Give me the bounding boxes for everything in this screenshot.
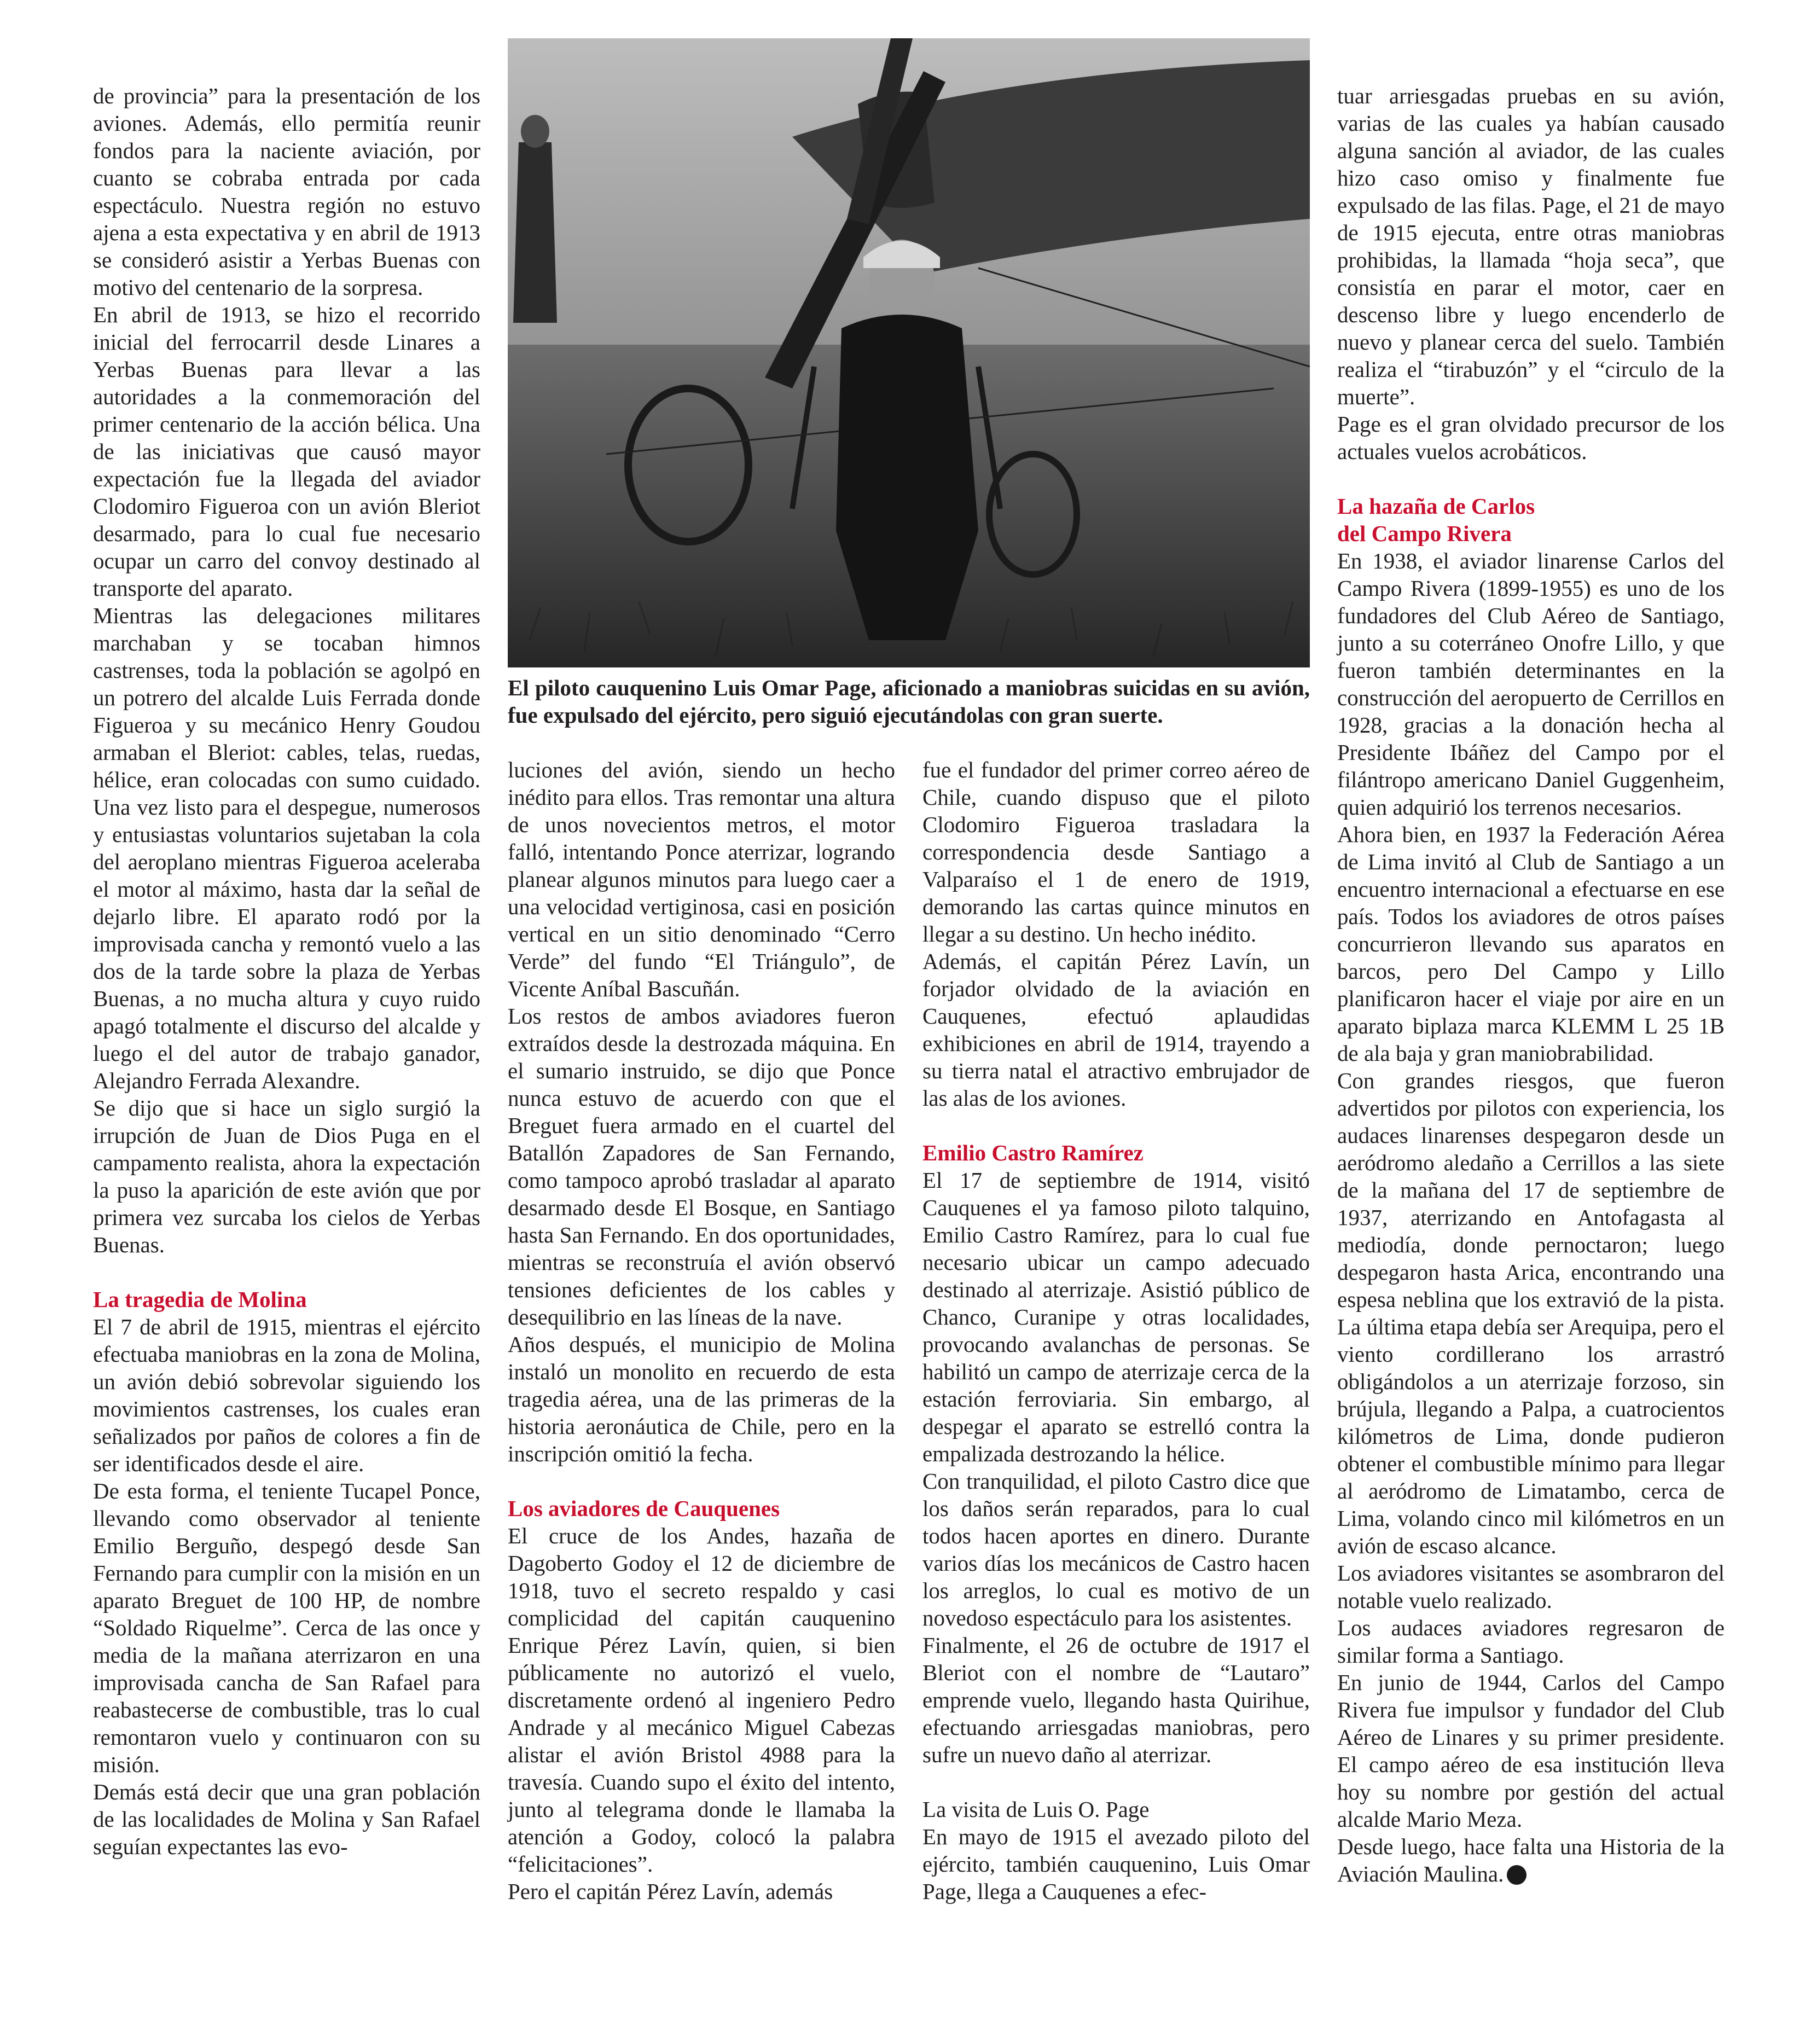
paragraph: tuar arriesgadas pruebas en su avión, varias de las cuales ya habían causado alguna sanción al aviador, de las cuales hizo caso omiso y finalmente fue expulsado de las filas. Page, el 21 de mayo de 1915 ejecuta, entre otras maniobras prohibidas, la llamada “hoja seca”, que consistía en parar el motor, caer en descenso libre y luego encenderlo de nuevo y planear cerca del suelo. También realiza el “tirabuzón” y el “circulo de la muerte”. <box>1337 83 1725 409</box>
paragraph: Con tranquilidad, el piloto Castro dice que los daños serán reparados, para lo cual todos hacen aportes en dinero. Durante varios días los mecánicos de Castro hacen los arreglos, lo cual es motivo de un novedoso espectáculo para los asistentes. <box>922 1468 1310 1630</box>
article-column-2 <box>508 756 895 1905</box>
paragraph: Años después, el municipio de Molina instaló un monolito en recuerdo de esta tragedia aérea, una de las primeras de la historia aeronáutica de Chile, pero en la inscripción omitió la fecha. <box>508 1332 895 1466</box>
paragraph: Además, el capitán Pérez Lavín, un forjador olvidado de la aviación en Cauquenes, efectuó aplaudidas exhibiciones en abril de 1914, trayendo a su tierra natal el atractivo embrujador de las alas de los aviones. <box>922 949 1310 1111</box>
paragraph: En mayo de 1915 el avezado piloto del ejército, también cauquenino, Luis Omar Page, llega a Cauquenes a efec- <box>922 1824 1310 1904</box>
subheading-page-visit: La visita de Luis O. Page <box>922 1797 1150 1822</box>
paragraph: En junio de 1944, Carlos del Campo Rivera fue impulsor y fundador del Club Aéreo de Linares y su primer presidente. El campo aéreo de esa institución lleva hoy su nombre por gestión del actual alcalde Mario Meza. <box>1337 1670 1725 1832</box>
paragraph: Los aviadores visitantes se asombraron del notable vuelo realizado. <box>1337 1560 1725 1613</box>
paragraph: de provincia” para la presentación de los aviones. Además, ello permitía reunir fondos para la naciente aviación, por cuanto se cobraba entrada por cada espectáculo. Nuestra región no estuvo ajena a esta expectativa y en abril de 1913 se consideró asistir a Yerbas Buenas con motivo del centenario de la sorpresa. <box>93 83 480 300</box>
section-heading-del-campo-line-1: La hazaña de Carlos <box>1337 493 1535 519</box>
article-column-4 <box>1337 82 1725 1888</box>
paragraph: De esta forma, el teniente Tucapel Ponce, llevando como observador al teniente Emilio Berguño, despegó desde San Fernando para cumplir con la misión en un aparato Breguet de 100 HP, de nombre “Soldado Riquelme”. Cerca de las once y media de la mañana aterrizaron en una improvisada cancha de San Rafael para reabastecerse de combustible, tras lo cual remontaron vuelo y continuaron con su misión. <box>93 1478 480 1777</box>
paragraph: Se dijo que si hace un siglo surgió la irrupción de Juan de Dios Puga en el campamento realista, ahora la expectación la puso la aparición de este avión que por primera vez surcaba los cielos de Yerbas Buenas. <box>93 1095 480 1257</box>
photo-caption: El piloto cauquenino Luis Omar Page, aficionado a maniobras suicidas en su avión, fue expulsado del ejército, pero siguió ejecutándolas con gran suerte. <box>508 675 1310 728</box>
paragraph: Finalmente, el 26 de octubre de 1917 el Bleriot con el nombre de “Lautaro” emprende vuelo, llegando hasta Quirihue, efectuando arriesgadas maniobras, pero sufre un nuevo daño al aterrizar. <box>922 1633 1310 1767</box>
section-heading-castro: Emilio Castro Ramírez <box>922 1140 1144 1165</box>
paragraph: Los restos de ambos aviadores fueron extraídos desde la destrozada máquina. En el sumario instruido, se dijo que Ponce nunca estuvo de acuerdo con que el Breguet fuera armado en el cuartel del Batallón Zapadores de San Fernando, como tampoco aprobó trasladar al aparato desarmado desde El Bosque, en Santiago hasta San Fernando. En dos oportunidades, mientras se reconstruía el avión observó tensiones deficientes de los cables y desequilibrio en las líneas de la nave. <box>508 1003 895 1329</box>
paragraph: En abril de 1913, se hizo el recorrido inicial del ferrocarril desde Linares a Yerbas Buenas para llevar a las autoridades a la conmemoración del primer centenario de la acción bélica. Una de las iniciativas que causó mayor expectación fue la llegada del aviador Clodomiro Figueroa con un avión Bleriot desarmado, para lo cual fue necesario ocupar un carro del convoy destinado al transporte del aparato. <box>93 302 480 601</box>
paragraph: fue el fundador del primer correo aéreo de Chile, cuando dispuso que el piloto Clodomiro Figueroa trasladara la correspondencia desde Santiago a Valparaíso el 1 de enero de 1919, demorando las cartas quince minutos en llegar a su destino. Un hecho inédito. <box>922 757 1310 946</box>
paragraph: El cruce de los Andes, hazaña de Dagoberto Godoy el 12 de diciembre de 1918, tuvo el secreto respaldo y casi complicidad del capitán cauquenino Enrique Pérez Lavín, quien, si bien públicamente no autorizó el vuelo, discretamente ordenó al ingeniero Pedro Andrade y al mecánico Miguel Cabezas alistar el avión Bristol 4988 para la travesía. Cuando supo el éxito del intento, junto al telegrama donde le llamaba la atención a Godoy, colocó la palabra “felicitaciones”. <box>508 1523 895 1877</box>
section-heading-del-campo-line-2: del Campo Rivera <box>1337 521 1512 546</box>
paragraph-final <box>1337 1833 1725 1888</box>
paragraph: Demás está decir que una gran población de las localidades de Molina y San Rafael seguían expectantes las evo- <box>93 1779 480 1859</box>
paragraph: En 1938, el aviador linarense Carlos del Campo Rivera (1899-1955) es uno de los fundadores del Club Aéreo de Santiago, junto a su coterráneo Onofre Lillo, y que fueron también determinantes en la construcción del aeropuerto de Cerrillos en 1928, gracias a la donación hecha al Presidente Ibáñez del Campo por el filántropo americano Daniel Guggenheim, quien adquirió los terrenos necesarios. <box>1337 548 1725 820</box>
section-heading-molina: La tragedia de Molina <box>93 1287 307 1312</box>
paragraph: luciones del avión, siendo un hecho inédito para ellos. Tras remontar una altura de unos novecientos metros, el motor falló, intentando Ponce aterrizar, logrando planear algunos minutos para luego caer a una velocidad vertiginosa, casi en posición vertical en un sitio denominado “Cerro Verde” del fundo “El Triángulo”, de Vicente Aníbal Bascuñán. <box>508 757 895 1001</box>
article-column-3 <box>922 756 1310 1905</box>
article-column-1 <box>93 82 480 1860</box>
paragraph: El 17 de septiembre de 1914, visitó Cauquenes el ya famoso piloto talquino, Emilio Castro Ramírez, para lo cual fue necesario ubicar un campo adecuado destinado al aterrizaje. Asistió público de Chanco, Curanipe y otras localidades, provocando avalanchas de personas. Se habilitó un campo de aterrizaje cerca de la estación ferroviaria. Sin embargo, al despegar el aparato se estrelló contra la empalizada destrozando la hélice. <box>922 1168 1310 1466</box>
paragraph: Ahora bien, en 1937 la Federación Aérea de Lima invitó al Club de Santiago a un encuentro internacional a efectuarse en ese país. Todos los aviadores de otros países concurrieron llevando sus aparatos en barcos, pero Del Campo y Lillo planificaron hacer el viaje por aire en un aparato biplaza marca KLEMM L 25 1B de ala baja y gran maniobrabilidad. <box>1337 822 1725 1066</box>
final-sentence: Desde luego, hace falta una Historia de la Aviación Maulina. <box>1337 1834 1725 1886</box>
paragraph: Pero el capitán Pérez Lavín, además <box>508 1879 833 1904</box>
paragraph: El 7 de abril de 1915, mientras el ejército efectuaba maniobras en la zona de Molina, un avión debió sobrevolar siguiendo los movimientos castrenses, los cuales eran señalizados por paños de colores a fin de ser identificados desde el aire. <box>93 1314 480 1476</box>
paragraph: Page es el gran olvidado precursor de los actuales vuelos acrobáticos. <box>1337 411 1725 464</box>
historic-photo-pilot-page <box>508 38 1310 667</box>
end-of-article-bullet-icon <box>1507 1865 1527 1885</box>
paragraph: Los audaces aviadores regresaron de similar forma a Santiago. <box>1337 1615 1725 1668</box>
paragraph: Con grandes riesgos, que fueron advertidos por pilotos con experiencia, los audaces linarenses despegaron desde un aeródromo aledaño a Cerrillos a las siete de la mañana del 17 de septiembre de 1937, aterrizando en Antofagasta al mediodía, donde pernoctaron; luego despegaron hasta Arica, encontrando una espesa neblina que los extravió de la pista. La última etapa debía ser Arequipa, pero el viento cordillerano los arrastró obligándolos a un aterrizaje forzoso, sin brújula, llegando a Palpa, a cuatrocientos kilómetros de Lima, donde pudieron obtener el combustible mínimo para llegar al aeródromo de Limatambo, cerca de Lima, volando cinco mil kilómetros en un avión de escaso alcance. <box>1337 1068 1725 1558</box>
paragraph: Mientras las delegaciones militares marchaban y se tocaban himnos castrenses, toda la población se agolpó en un potrero del alcalde Luis Ferrada donde Figueroa y su mecánico Henry Goudou armaban el Bleriot: cables, telas, ruedas, hélice, eran colocadas con sumo cuidado. Una vez listo para el despegue, numerosos y entusiastas voluntarios sujetaban la cola del aeroplano mientras Figueroa aceleraba el motor al máximo, hasta dar la señal de dejarlo libre. El aparato rodó por la improvisada cancha y remontó vuelo a las dos de la tarde sobre la plaza de Yerbas Buenas, a no mucha altura y cuyo ruido apagó totalmente el discurso del alcalde y luego el del autor de trabajo ganador, Alejandro Ferrada Alexandre. <box>93 603 480 1093</box>
section-heading-cauquenes: Los aviadores de Cauquenes <box>508 1496 780 1521</box>
